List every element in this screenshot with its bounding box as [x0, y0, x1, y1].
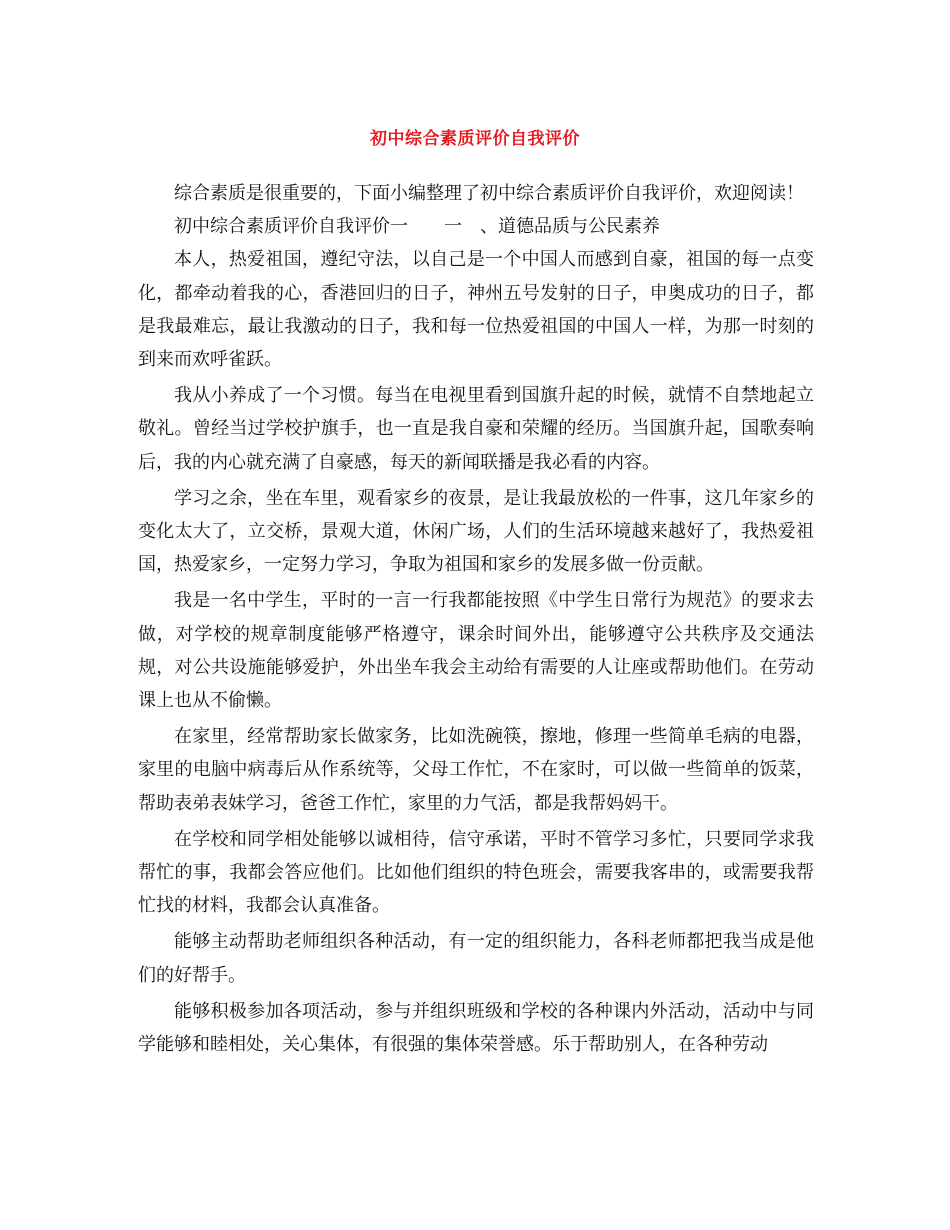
- body-paragraph-2: 我从小养成了一个习惯。每当在电视里看到国旗升起的时候，就情不自禁地起立敬礼。曾经当过学校护旗手，也一直是我自豪和荣耀的经历。当国旗升起，国歌奏响后，我的内心就充满了自豪感，每天的新闻联播是我必看的内容。: [138, 385, 814, 473]
- body-paragraph-8: 能够积极参加各项活动，参与并组织班级和学校的各种课内外活动，活动中与同学能够和睦相处，关心集体，有很强的集体荣誉感。乐于帮助别人，在各种劳动: [138, 1000, 814, 1056]
- body-paragraph-5: 在家里，经常帮助家长做家务，比如洗碗筷，擦地，修理一些简单毛病的电器，家里的电脑中病毒后从作系统等，父母工作忙，不在家时，可以做一些简单的饭菜，帮助表弟表妹学习，爸爸工作忙，家里的力气活，都是我帮妈妈干。: [138, 726, 814, 814]
- body-paragraph-6: 在学校和同学相处能够以诚相待，信守承诺，平时不管学习多忙，只要同学求我帮忙的事，我都会答应他们。比如他们组织的特色班会，需要我客串的，或需要我帮忙找的材料，我都会认真准备。: [138, 828, 814, 917]
- body-paragraph-4: 我是一名中学生，平时的一言一行我都能按照《中学生日常行为规范》的要求去做，对学校的规章制度能够严格遵守，课余时间外出，能够遵守公共秩序及交通法规，对公共设施能够爱护，外出坐车我会主动给有需要的人让座或帮助他们。在劳动课上也从不偷懒。: [138, 590, 814, 712]
- body-paragraph-7: 能够主动帮助老师组织各种活动，有一定的组织能力，各科老师都把我当成是他们的好帮手。: [138, 931, 814, 986]
- body-paragraph-3: 学习之余，坐在车里，观看家乡的夜景，是让我最放松的一件事，这几年家乡的变化太大了，立交桥，景观大道，休闲广场，人们的生活环境越来越好了，我热爱祖国，热爱家乡，一定努力学习，争取为祖国和家乡的发展多做一份贡献。: [138, 487, 814, 576]
- document-title: 初中综合素质评价自我评价: [370, 129, 580, 149]
- section-heading: 初中综合素质评价自我评价一 一 、道德品质与公民素养: [174, 216, 660, 238]
- document-body: [138, 177, 814, 1064]
- intro-paragraph: 综合素质是很重要的，下面小编整理了初中综合素质评价自我评价，欢迎阅读！: [174, 183, 804, 204]
- body-paragraph-1: 本人，热爱祖国，遵纪守法，以自己是一个中国人而感到自豪，祖国的每一点变化，都牵动着我的心，香港回归的日子，神州五号发射的日子，申奥成功的日子，都是我最难忘，最让我激动的日子，我和每一位热爱祖国的中国人一样，为那一时刻的到来而欢呼雀跃。: [138, 249, 814, 371]
